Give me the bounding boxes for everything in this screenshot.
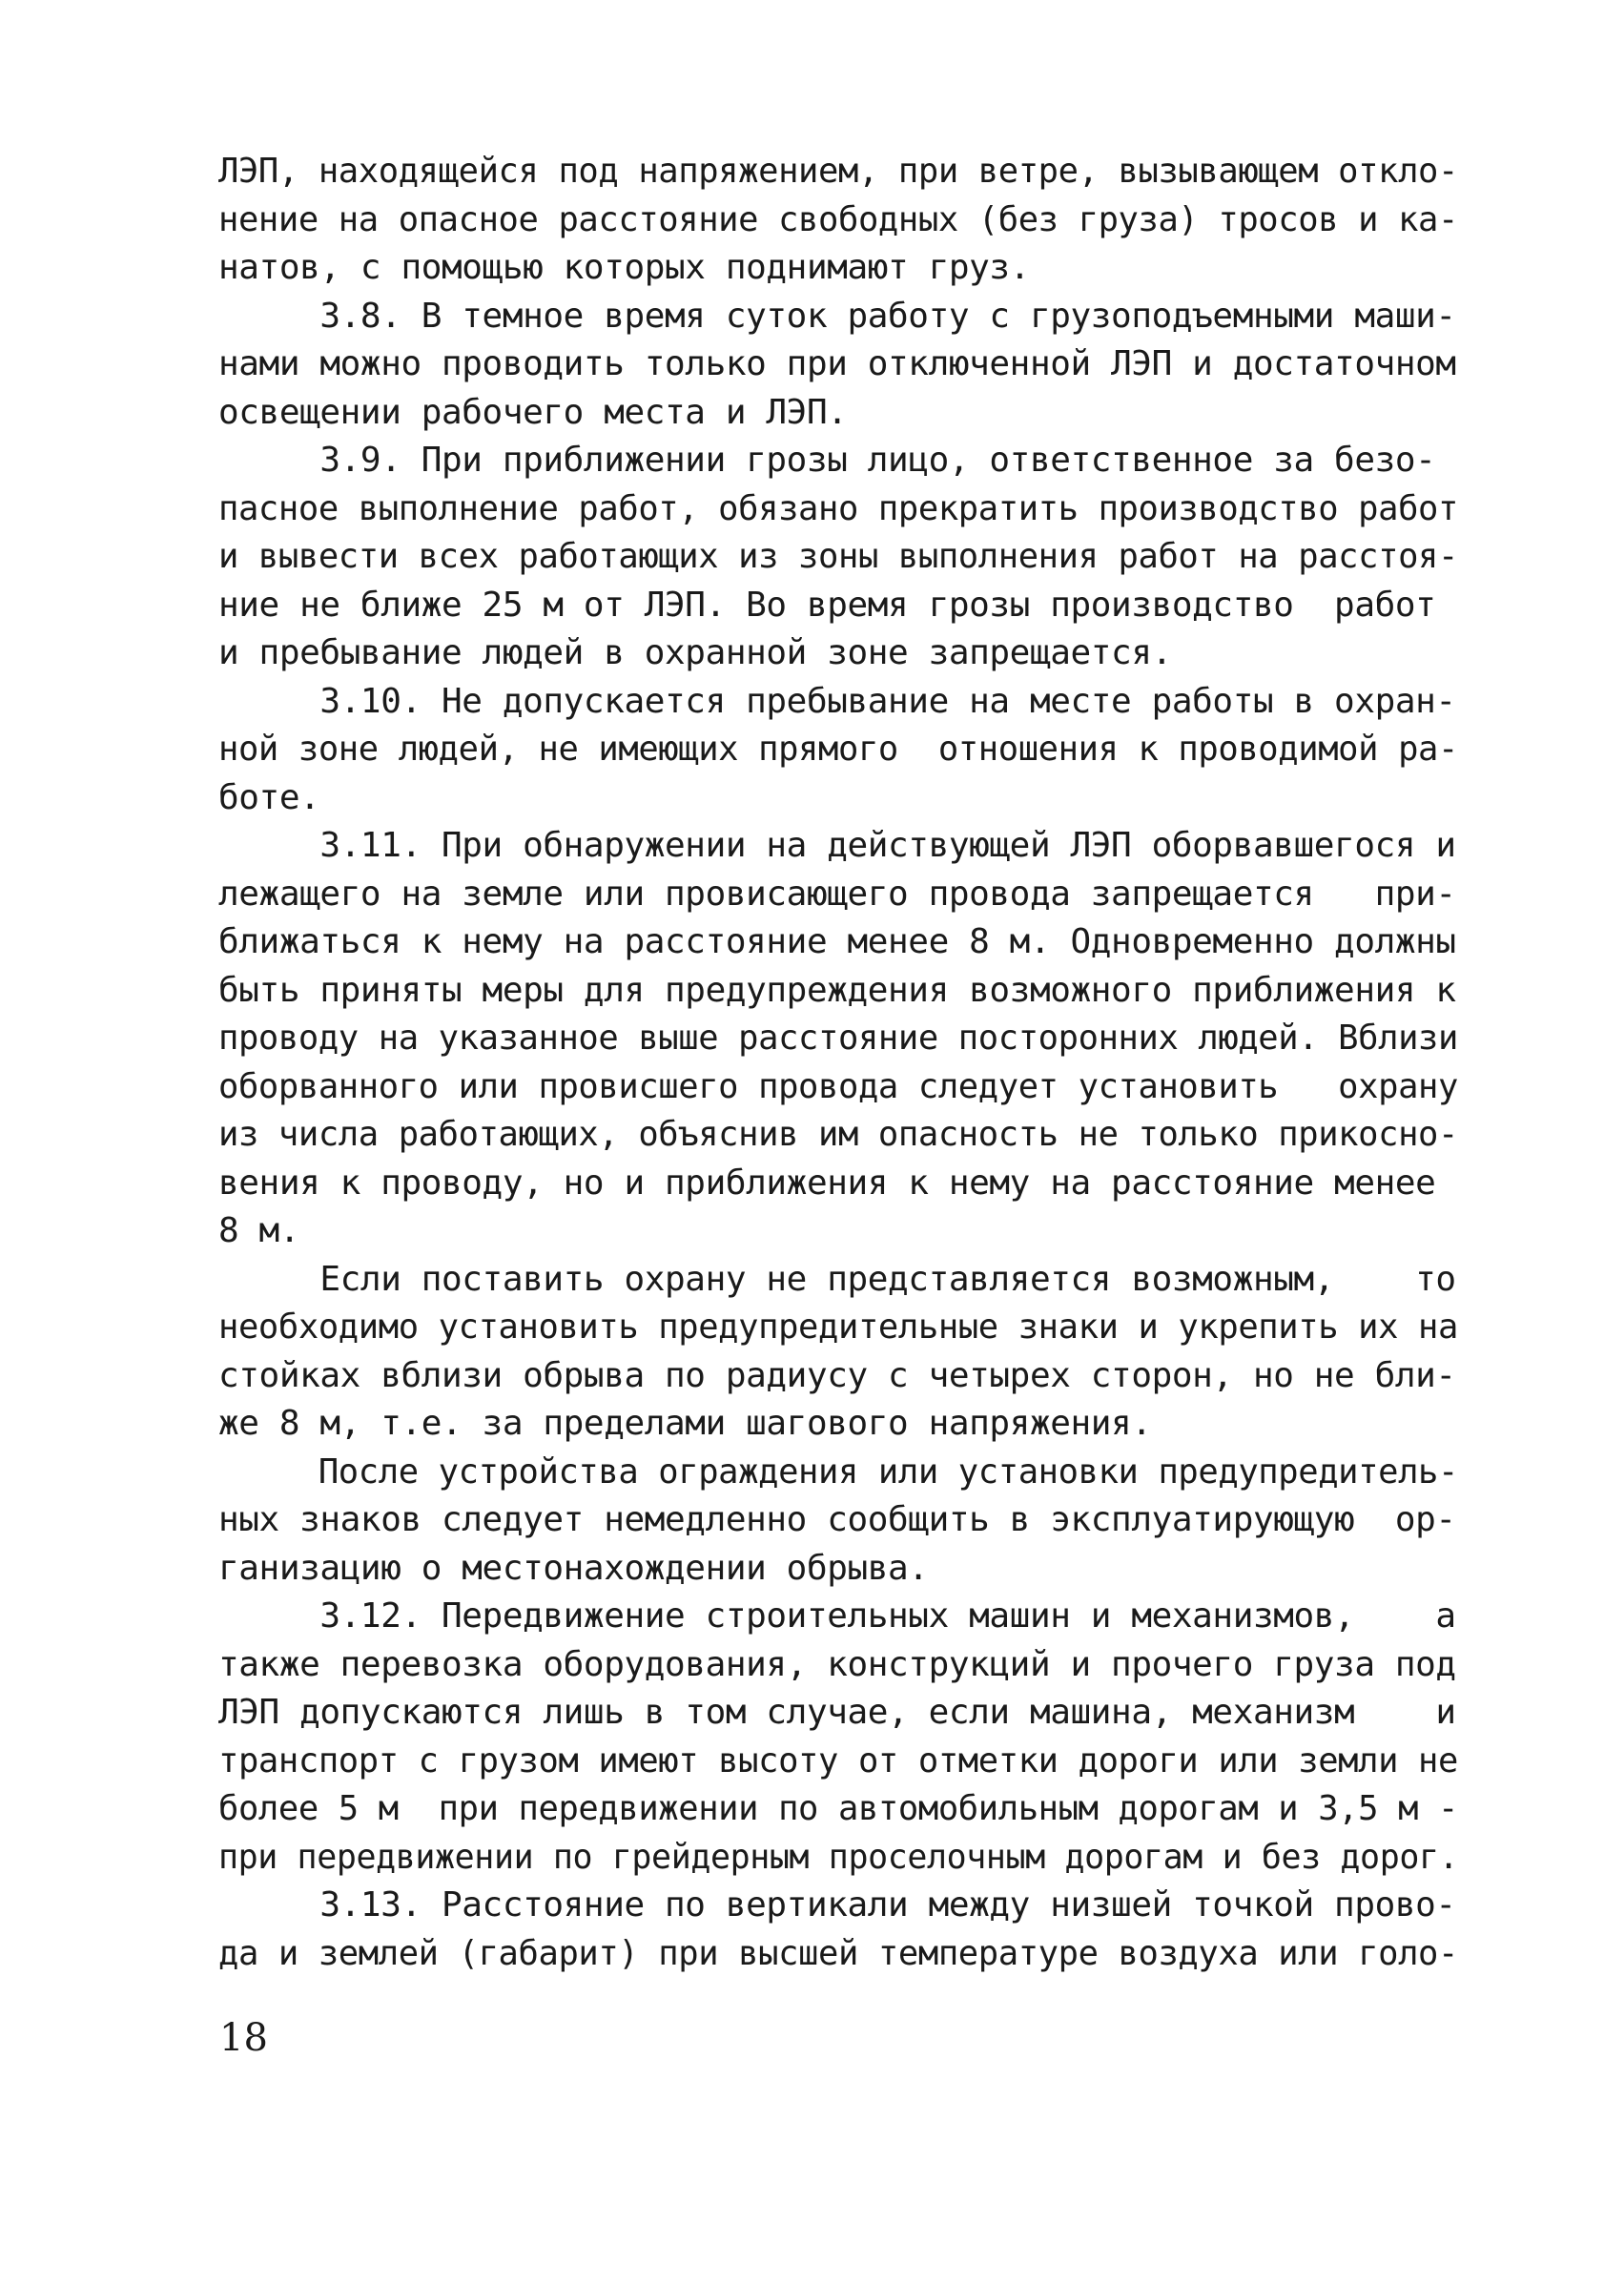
text-line: освещении рабочего места и ЛЭП. (218, 392, 848, 432)
text-line: необходимо установить предупредительные знаки и укрепить их на (218, 1307, 1458, 1347)
text-line: боте. (218, 777, 320, 817)
text-line: натов, с помощью которых поднимают груз. (218, 248, 1030, 287)
text-line: транспорт с грузом имеют высоту от отметки дороги или земли не (218, 1740, 1458, 1781)
text-line: же 8 м, т.е. за пределами шагового напряжения. (218, 1404, 1152, 1443)
text-line: и вывести всех работающих из зоны выполнения работ на расстоя- (218, 537, 1458, 576)
text-line: 3.8. В темное время суток работу с грузоподъемными маши- (218, 296, 1456, 336)
text-line: 8 м. (218, 1211, 300, 1250)
text-line: 3.10. Не допускается пребывание на месте работы в охран- (218, 681, 1456, 721)
text-line: быть приняты меры для предупреждения возможного приближения к (218, 970, 1456, 1010)
text-line: также перевозка оборудования, конструкций и прочего груза под (218, 1644, 1456, 1684)
text-line: 3.11. При обнаружении на действующей ЛЭП оборвавшегося и (218, 826, 1456, 865)
text-line: ных знаков следует немедленно сообщить в эксплуатирующую ор- (218, 1500, 1456, 1539)
text-line: ной зоне людей, не имеющих прямого отношения к проводимой ра- (218, 730, 1458, 769)
text-line: нами можно проводить только при отключенной ЛЭП и достаточном (218, 344, 1456, 383)
text-line: из числа работающих, объяснив им опасность не только прикосно- (218, 1115, 1458, 1154)
text-line: лежащего на земле или провисающего провода запрещается при- (218, 874, 1456, 914)
text-line: оборванного или провисшего провода следует установить охрану (218, 1066, 1458, 1106)
page-number: 18 (219, 2016, 268, 2060)
text-line: ЛЭП, находящейся под напряжением, при ветре, вызывающем откло- (218, 152, 1458, 191)
text-line: ближаться к нему на расстояние менее 8 м. Одновременно должны (218, 922, 1456, 961)
text-line: 3.9. При приближении грозы лицо, ответственное за безо- (218, 441, 1436, 480)
text-line: пасное выполнение работ, обязано прекратить производство работ (218, 488, 1458, 528)
text-line: 3.13. Расстояние по вертикали между низшей точкой прово- (218, 1885, 1456, 1925)
text-line: нение на опасное расстояние свободных (без груза) тросов и ка- (218, 199, 1458, 239)
text-line: более 5 м при передвижении по автомобильным дорогам и 3,5 м - (218, 1789, 1458, 1828)
text-line: проводу на указанное выше расстояние посторонних людей. Вблизи (218, 1019, 1458, 1058)
text-line: вения к проводу, но и приближения к нему на расстояние менее (218, 1163, 1436, 1203)
text-line: После устройства ограждения или установки предупредитель- (218, 1451, 1458, 1492)
text-line: при передвижении по грейдерным проселочным дорогам и без дорог. (218, 1837, 1459, 1877)
text-line: стойках вблизи обрыва по радиусу с четырех сторон, но не бли- (218, 1355, 1456, 1395)
text-line: 3.12. Передвижение строительных машин и механизмов, а (218, 1596, 1456, 1636)
text-line: ЛЭП допускаются лишь в том случае, если машина, механизм и (218, 1693, 1456, 1732)
text-line: ние не ближе 25 м от ЛЭП. Во время грозы производство работ (218, 585, 1436, 625)
text-line: Если поставить охрану не представляется возможным, то (218, 1259, 1456, 1299)
text-line: да и землей (габарит) при высшей температуре воздуха или голо- (218, 1933, 1458, 1973)
text-line: и пребывание людей в охранной зоне запрещается. (218, 633, 1172, 672)
text-line: ганизацию о местонахождении обрыва. (218, 1548, 929, 1588)
